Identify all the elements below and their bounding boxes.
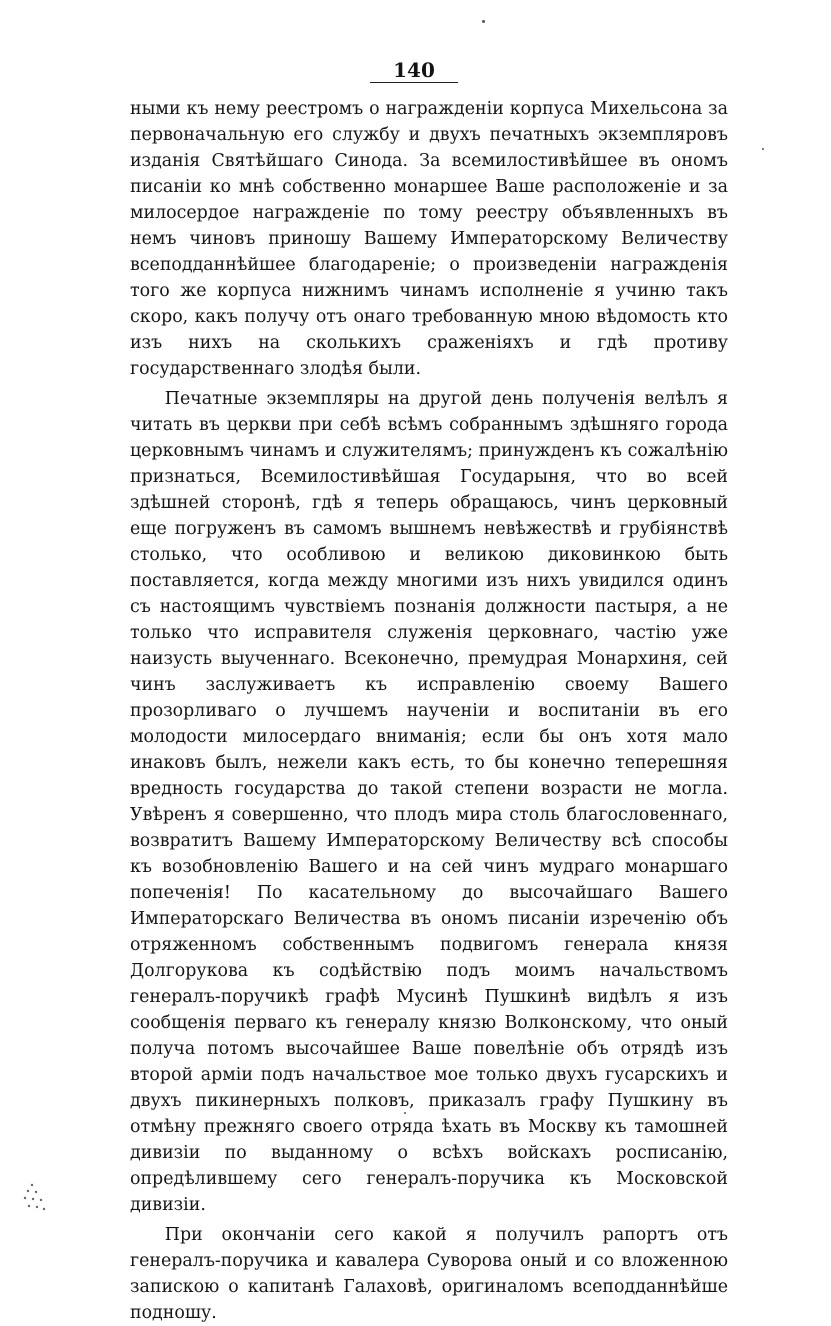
ink-speck xyxy=(404,1112,406,1114)
letter-body xyxy=(130,96,728,1326)
library-stamp-icon xyxy=(22,1182,48,1212)
ink-speck xyxy=(482,20,485,23)
paragraph-2: Печатные экземпляры на другой день полученія велѣлъ я читать въ церкви при себѣ всѣмъ собраннымъ здѣшняго города церковнымъ чинамъ и служителямъ; принужденъ къ сожалѣнію признаться, Всемилостивѣйшая Государыня, что во всей здѣшней сторонѣ, гдѣ я теперь обращаюсь, чинъ церковный еще погруженъ въ самомъ вышнемъ невѣжествѣ и грубіянствѣ столько, что особливою и великою диковинкою быть поставляется, когда между многими изъ нихъ увидился одинъ съ настоящимъ чувствіемъ познанія должности пастыря, а не только что исправителя служенія церковнаго, частію уже наизусть выученнаго. Всеконечно, премудрая Монархиня, сей чинъ заслуживаетъ къ исправленію своему Вашего прозорливаго о лучшемъ наученіи и воспитаніи въ его молодости милосердаго вниманія; если бы онъ хотя мало инаковъ былъ, нежели какъ есть, то бы конечно теперешняя вредность государства до такой степени возрасти не могла. Увѣренъ я совершенно, что плодъ мира столь благословеннаго, возвратитъ Вашему Императорскому Величеству всѣ способы къ возобновленію Вашего и на сей чинъ мудраго монаршаго попеченія! По касательному до высочайшаго Вашего Императорскаго Величества въ ономъ писаніи изреченію объ отряженномъ собственнымъ подвигомъ генерала князя Долгорукова къ содѣйствію подъ моимъ начальствомъ генералъ-поручикѣ графѣ Мусинѣ Пушкинѣ видѣлъ я изъ сообщенія перваго къ генералу князю Волконскому, что оный получа потомъ высочайшее Ваше повелѣніе объ отрядѣ изъ второй арміи подъ начальствое мое только двухъ гусарскихъ и двухъ пикинерныхъ полковъ, приказалъ графу Пушкину въ отмѣну прежняго своего отряда ѣхать въ Москву къ тамошней дивизіи по выданному о всѣхъ войскахъ росписанію, опредѣлившему сего генералъ-поручика къ Московской дивизіи. xyxy=(130,389,728,1215)
ink-speck xyxy=(762,148,764,150)
paragraph-1: ными къ нему реестромъ о награжденіи корпуса Михельсона за первоначальную его службу и двухъ печатныхъ экземпляровъ изданія Святѣйшаго Синода. За всемилостивѣйшее въ ономъ писаніи ко мнѣ собственно монаршее Ваше расположеніе и за милосердое награжденіе по тому реестру объявленныхъ въ немъ чиновъ приношу Вашему Императорскому Величеству всеподданнѣйшее благодареніе; о произведеніи награжденія того же корпуса нижнимъ чинамъ исполненіе я учиню такъ скоро, какъ получу отъ онаго требованную мною вѣдомость кто изъ нихъ на сколькихъ сраженіяхъ и гдѣ противу государственнаго злодѣя были. xyxy=(130,99,728,379)
paragraph-3: При окончаніи сего какой я получилъ рапортъ отъ генералъ-поручика и кавалера Суворова оный и со вложенною запискою о капитанѣ Галаховѣ, оригиналомъ всеподданнѣйше подношу. xyxy=(130,1225,728,1323)
page-number: 140 xyxy=(393,58,435,82)
page-number-rule xyxy=(370,82,458,83)
